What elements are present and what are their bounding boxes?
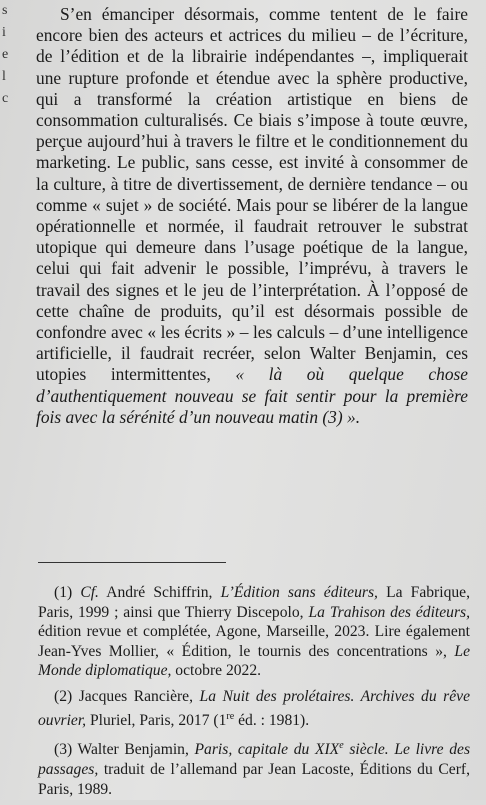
footnote-number: (1) (54, 584, 81, 601)
footnote-2 (38, 687, 470, 730)
benjamin-quote: « là où quelque chose d’authentiquement nouveau se fait sentir pour la première fois avec la sérénité d’un nouveau matin (36, 364, 468, 427)
note-text: (2) Jacques Rancière, (54, 687, 200, 705)
note-text: La Fabrique, Paris, 1999 ; ainsi que Thierry Discepolo, (38, 584, 470, 621)
footnote-separator (38, 562, 226, 563)
book-title: siècle. Le livre des passages, (38, 741, 471, 779)
previous-column-margin (0, 0, 18, 130)
quote-reference: (3) ». (318, 406, 361, 427)
note-text: André Schiffrin, (98, 584, 221, 601)
book-title: La Trahison des éditeurs, (308, 603, 471, 621)
note-text: éd. : 1981). (234, 711, 310, 729)
margin-letter: l (2, 69, 6, 84)
footnote-1 (38, 583, 470, 681)
note-text: (3) Walter Benjamin, (54, 741, 195, 759)
margin-letter: s (2, 3, 8, 18)
note-text: Pluriel, Paris, 2017 (1 (86, 711, 227, 729)
margin-letter: i (2, 25, 6, 40)
main-text-column (36, 4, 468, 428)
footnotes (38, 583, 470, 805)
book-title: L’Édition sans éditeurs, (220, 584, 378, 601)
paragraph-text: S’en émanciper désormais, comme tentent de le faire encore bien des acteurs et actrices du milieu – de l’écriture, de l’édition et de la librairie indépendantes –, impliquerait une rupture profonde et étendue avec la sphère productive, qui a transformé la création artistique en biens de consommation culturalisés. Ce biais s’impose à toute œuvre, perçue aujourd’hui à travers le filtre et le conditionnement du marketing. Le public, sans cesse, est invité à consommer de la culture, à titre de divertissement, de dernière tendance – ou comme « sujet » de société. Mais pour se libérer de la langue opérationnelle et normée, il faudrait retrouver le substrat utopique qui demeure dans l’usage poétique de la langue, celui qui fait advenir le possible, l’imprévu, à travers le travail des signes et le jeu de l’interprétation. À l’opposé de cette chaîne de produits, qu’il est désormais possible de confondre avec « les écrits » – les calculs – d’une intelligence artificielle, il faudrait recréer, selon Walter Benjamin, ces utopies intermittentes, (36, 4, 468, 385)
body-paragraph (36, 4, 468, 428)
margin-letter: c (2, 91, 9, 106)
margin-letter: e (2, 47, 9, 62)
book-title: La Nuit des prolétaires. Archives du rêve ouvrier, (38, 687, 470, 729)
superscript: re (226, 710, 235, 722)
note-text: octobre 2022. (171, 662, 262, 680)
book-title: Paris, capitale du XIX (194, 741, 340, 759)
note-text: édition revue et complétée, Agone, Marseille, 2023. Lire également Jean-Yves Mollier, « Édition, le tournis des concentrations », (38, 623, 470, 660)
superscript: e (339, 740, 344, 752)
footnote-3 (38, 736, 470, 799)
note-text: Cf. (80, 584, 99, 601)
publication-title: Le Monde diplomatique, (38, 642, 470, 680)
note-text: traduit de l’allemand par Jean Lacoste, Éditions du Cerf, Paris, 1989. (38, 761, 470, 798)
